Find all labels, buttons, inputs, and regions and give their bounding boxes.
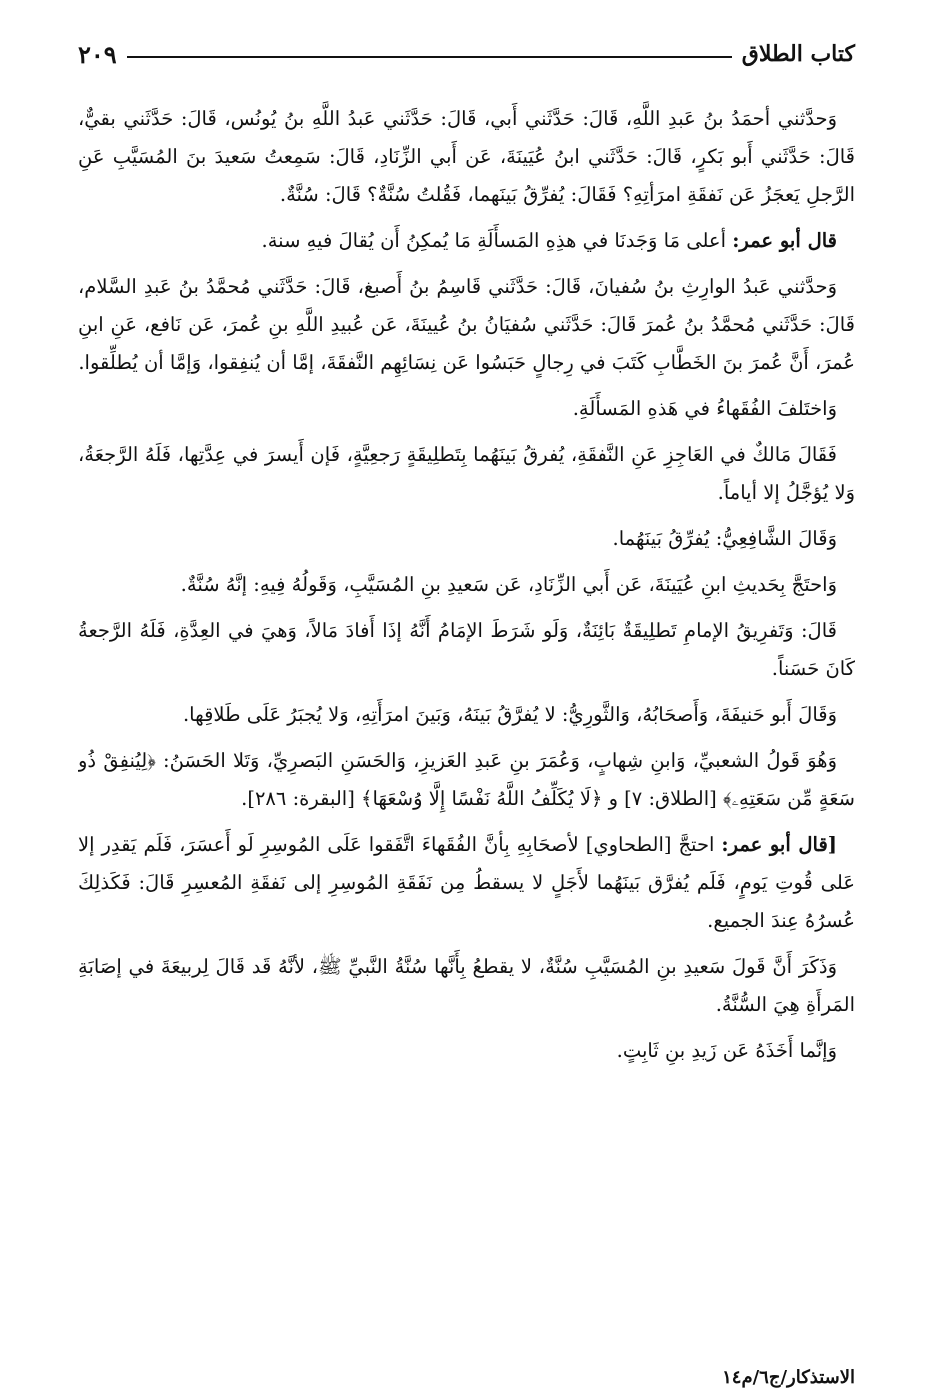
paragraph: وَاختَلفَ الفُقَهاءُ في هَذهِ المَسأَلَةِ.: [572, 397, 837, 420]
paragraph: وَحدَّثني أحمَدُ بنُ عَبدِ اللَّهِ، قَالَ: حَدَّثَني أَبي، قَالَ: حَدَّثَني عَبدُ اللَّهِ بنُ يُونُس، قَالَ: حَدَّثَني بقيٌّ، قَالَ: حَدَّثَني أَبو بَكرٍ، قَالَ: حَدَّثَني ابنُ عُيَينَةَ، عَن أَبي الزِّنَادِ، قَالَ: سَمِعتُ سَعيدَ بنَ المُسَيَّبِ عَنِ الرَّجلِ يَعجَزُ عَن نَفقَةِ امرَأتِهِ؟ فَقَالَ: يُفرِّقُ بَينَهما، فَقُلتُ سُنَّةٌ؟ قَالَ: سُنَّةٌ.: [78, 107, 855, 206]
page-header: [78, 34, 855, 74]
paragraph: وَذَكَرَ أَنَّ قَولَ سَعيدِ بنِ المُسَيَّبِ سُنَّةٌ، لا يقطعُ بِأَنَّها سُنَّةُ النَّبيِّ ﷺ، لأنَّهُ قَد قَالَ لِربيعَةَ في إصَابَةِ المَرأَةِ هِيَ السُّنَّةُ.: [78, 955, 855, 1016]
paragraph: وَهُوَ قَولُ الشعبيِّ، وَابنِ شِهابٍ، وَعُمَرَ بنِ عَبدِ العَزيزِ، وَالحَسَنِ البَصرِيِّ، وَتَلا الحَسَنُ: ﴿لِيُنفِقْ ذُو سَعَةٍ مِّن سَعَتِهِۦ﴾ [الطلاق: ٧] و ﴿لَا يُكَلِّفُ اللَّهُ نَفْسًا إِلَّا وُسْعَهَا﴾ [البقرة: ٢٨٦].: [78, 749, 855, 810]
speaker-label: [قال أبو عمر:: [721, 833, 837, 856]
paragraph: قَالَ: وَتَفرِيقُ الإمامِ تَطلِيقَةٌ بَائِنَةٌ، وَلَو شَرَطَ الإمَامُ أَنَّهُ إذَا أَفادَ مَالاً، وَهيَ في العِدَّةِ، فَلَهُ الرَّجعةُ كَانَ حَسَناً.: [78, 619, 855, 680]
paragraph: وَقَالَ أَبو حَنيفَةَ، وَأَصحَابُهُ، وَالثَّورِيُّ: لا يُفرَّقُ بَينَهُ، وَبَينَ امرَأَتِهِ، وَلا يُجبَرُ عَلَى طَلاقِها.: [182, 703, 837, 726]
paragraph: وَقَالَ الشَّافِعِيُّ: يُفرِّقُ بَينَهُما.: [612, 527, 837, 550]
book-title: كتاب الطلاق: [741, 41, 855, 67]
paragraph: [قال أبو عمر: احتجَّ [الطحاوي] لأصحَابِهِ بِأنَّ الفُقَهاءَ اتَّفَقوا عَلَى المُوسِرِ لَو أَعسَرَ، فَلَم يَقدِر إلا عَلى قُوتِ يَومٍ، فَلَم يُفرَّق بَينَهُما لأَجَلٍ لا يسقطُ مِن نَفَقَةِ المُوسِرِ إلى نَفقَةِ المُعسِرِ قَالَ: فَكَذلِكَ عُسرُهُ عِندَ الجميع.: [78, 833, 855, 932]
paragraph: وَاحتَجَّ بِحَديثِ ابنِ عُيَينَةَ، عَن أَبي الزِّنَادِ، عَن سَعيدِ بنِ المُسَيَّبِ، وَقَولُهُ فِيهِ: إنَّهُ سُنَّةٌ.: [180, 573, 837, 596]
paragraph: وَحدَّثني عَبدُ الوارِثِ بنُ سُفيانَ، قَالَ: حَدَّثَني قَاسِمُ بنُ أَصبغ، قَالَ: حَدَّثَني مُحمَّدُ بنُ عَبدِ السَّلام، قَالَ: حَدَّثَني مُحمَّدُ بنُ عُمرَ قَالَ: حَدَّثَني سُفيَانُ بنُ عُيينَةَ، عَن عُبيدِ اللَّهِ بنِ عُمرَ، عَن نَافع، عَنِ ابنِ عُمرَ، أَنَّ عُمرَ بنَ الخَطَّابِ كَتَبَ في رِجالٍ حَبَسُوا عَن نِسَائِهِم النَّفقَةَ، إمَّا أن يُنفِقوا، وَإمَّا أن يُطلِّقوا.: [78, 275, 855, 374]
paragraph: وَإنَّما أَخَذَهُ عَن زَيدِ بنِ ثَابِتٍ.: [616, 1039, 837, 1062]
page-body: [78, 100, 855, 1352]
print-signature: الاستذكار/ج٦/م١٤: [722, 1367, 855, 1388]
header-rule: [127, 56, 732, 58]
page-number: ٢٠٩: [78, 39, 117, 69]
speaker-label: قال أبو عمر:: [732, 229, 837, 252]
paragraph: قال أبو عمر: أعلى مَا وَجَدنَا في هذِهِ المَسأَلَةِ مَا يُمكِنُ أَن يُقالَ فيهِ سنة.: [261, 229, 837, 252]
paragraph: فَقَالَ مَالكٌ في العَاجِزِ عَنِ النَّفقَةِ، يُفرقُ بَينَهُما بِتَطلِيقَةٍ رَجعِيَّةٍ، فَإن أَيسرَ في عِدَّتِها، فَلَهُ الرَّجعَةُ، وَلا يُؤجَّلُ إلا أياماً.: [78, 443, 855, 504]
